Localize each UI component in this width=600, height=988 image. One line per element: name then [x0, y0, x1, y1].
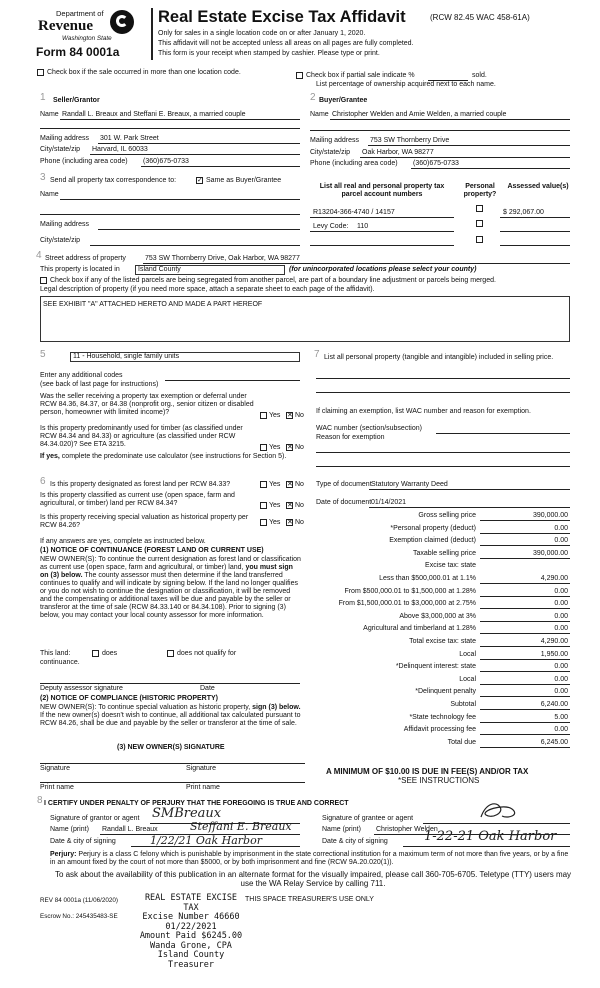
- tax-row-value[interactable]: 6,240.00: [540, 701, 568, 708]
- tax-row-line: [480, 596, 570, 597]
- street-label: Street address of property: [45, 255, 126, 262]
- tax-row-line: [480, 608, 570, 609]
- continuance-label: continuance.: [40, 659, 80, 666]
- does-label: does: [102, 650, 118, 657]
- reason-line-1: [316, 452, 570, 453]
- doc-date[interactable]: 01/14/2021: [371, 499, 407, 506]
- tax-row-line: [480, 696, 570, 697]
- tax-row-line: [480, 646, 570, 647]
- seller-mailing-line: [98, 143, 300, 144]
- reason-label: Reason for exemption: [316, 434, 385, 441]
- tax-row-line: [480, 709, 570, 710]
- section-5-number: 5: [40, 349, 46, 360]
- partial-sale-checkbox[interactable]: [296, 72, 303, 79]
- q1-yes-label: Yes: [269, 412, 281, 419]
- send-tax-city-label: City/state/zip: [40, 237, 81, 244]
- send-tax-mailing-line: [98, 229, 300, 230]
- grantor-name-label: Name (print): [50, 826, 89, 833]
- if-yes-bold: If yes,: [40, 453, 60, 460]
- header-note3: This form is your receipt when stamped by cashier. Please type or print.: [158, 50, 380, 57]
- tax-row-value[interactable]: 0.00: [554, 726, 568, 734]
- seller-name-label: Name: [40, 111, 59, 118]
- tax-row-line: [480, 621, 570, 622]
- seller-mailing[interactable]: 301 W. Park Street: [100, 135, 159, 142]
- dept-line1: Department of: [56, 9, 104, 18]
- parcel-1-line: [310, 217, 454, 218]
- notice1-body: [40, 556, 302, 620]
- tax-row-line: [480, 684, 570, 685]
- tax-row-value[interactable]: 0.00: [554, 600, 568, 608]
- tax-row-label: Affidavit processing fee: [403, 726, 476, 734]
- notice2-body: [40, 704, 302, 728]
- tax-row-label: Gross selling price: [418, 512, 476, 519]
- seller-heading: Seller/Grantor: [53, 97, 100, 104]
- s6q1-no-label: No: [295, 481, 304, 488]
- q2-yes-label: Yes: [269, 444, 281, 451]
- buyer-name-line: [330, 119, 570, 120]
- deputy-line: [40, 683, 300, 684]
- certify-statement: I CERTIFY UNDER PENALTY OF PERJURY THAT THE FOREGOING IS TRUE AND CORRECT: [44, 800, 349, 807]
- doc-date-line: [369, 507, 570, 508]
- parcel-3-line: [310, 245, 454, 246]
- legal-description-box[interactable]: [40, 296, 570, 342]
- tax-row-value[interactable]: 1,950.00: [540, 650, 568, 658]
- seller-name-line: [60, 119, 300, 120]
- street-line: [143, 263, 570, 264]
- q1-no-checkbox[interactable]: ✕: [287, 412, 293, 419]
- parcel-1-value[interactable]: $ 292,067.00: [503, 209, 544, 216]
- buyer-mailing-line: [368, 145, 570, 146]
- parcel-col3-header: Assessed value(s): [507, 183, 569, 190]
- deputy-date-label: Date: [200, 685, 215, 692]
- buyer-city[interactable]: Oak Harbor, WA 98277: [362, 149, 434, 156]
- does-not-checkbox[interactable]: [167, 650, 174, 657]
- exemption-question: Was the seller receiving a property tax exemption or deferral under RCW 84.36, 84.37, or 84.38 (nonprofit org., senior citizen or disabled person, homeowner with limited income)?: [40, 393, 254, 416]
- levy-code-label: Levy Code:: [313, 223, 349, 230]
- grantor-signature: SMBreaux: [152, 806, 222, 821]
- seller-city-line: [90, 154, 300, 155]
- current-use-question: Is this property classified as current use (open space, farm and agricultural, or timber) land per RCW 84.34?: [40, 492, 235, 507]
- grantee-name[interactable]: Christopher Welden: [376, 826, 438, 833]
- tax-row-label: Total due: [447, 738, 476, 746]
- q1-no-label: No: [295, 412, 304, 419]
- form-rcw: (RCW 82.45 WAC 458-61A): [430, 13, 530, 22]
- section-6-number: 6: [40, 476, 46, 487]
- timber-question: Is this property predominantly used for timber (as classified under RCW 84.34 and 84.33) or agriculture (as classified under RCW 84.34.020)? See ETA 3215.: [40, 425, 243, 448]
- grantee-sig-label: Signature of grantee or agent: [322, 815, 414, 822]
- grantee-date-line: [403, 846, 570, 847]
- stamp-line6: Island County Treasurer: [157, 950, 225, 970]
- minimum-see: *SEE INSTRUCTIONS: [398, 776, 480, 785]
- tax-row-label: Taxable selling price: [412, 549, 476, 557]
- tax-row-value[interactable]: 390,000.00: [532, 512, 568, 519]
- parcel-1[interactable]: R13204-366-4740 / 14157: [313, 209, 395, 216]
- stamp-line3: 01/22/2021: [165, 921, 217, 932]
- buyer-phone[interactable]: (360)675-0733: [413, 160, 459, 167]
- partial-sale-label: Check box if partial sale indicate %: [306, 72, 415, 79]
- grantor-date-label: Date & city of signing: [50, 838, 116, 845]
- wac-line: [436, 433, 570, 434]
- buyer-city-label: City/state/zip: [310, 149, 351, 156]
- if-yes-note: [40, 453, 290, 461]
- s6q2-no-label: No: [295, 502, 304, 509]
- tax-row-value[interactable]: 5.00: [554, 713, 568, 721]
- personal-line-2: [316, 392, 570, 393]
- tax-row-label: Total excise tax: state: [409, 638, 476, 645]
- notice1-a: NEW OWNER(S): To continue the current designation as forest land or classification as current use (open space, farm and agricultural, or timber) land,: [40, 556, 301, 571]
- parcel-2-value-line: [500, 231, 570, 232]
- s6q3-no-checkbox[interactable]: ✕: [287, 519, 293, 526]
- header-note2: This affidavit will not be accepted unless all areas on all pages are fully completed.: [158, 40, 414, 47]
- deputy-label: Deputy assessor signature: [40, 685, 123, 692]
- seller-name[interactable]: Randall L. Breaux and Steffani E. Breaux, a married couple: [62, 111, 246, 118]
- tax-row-label: Above $3,000,000 at 3%: [399, 612, 476, 620]
- q2-no-label: No: [295, 444, 304, 451]
- tax-row-value[interactable]: 0.00: [554, 688, 568, 696]
- s6q3-yes-label: Yes: [269, 519, 281, 526]
- alt-format-note: To ask about the availability of this publication in an alternate format for the visually impaired, please call 360-705-6705. Teletype (TTY) users may use the WA Relay Service by calling 711.: [54, 870, 572, 888]
- tax-row-line: [480, 659, 570, 660]
- tax-row-value[interactable]: 6,245.00: [540, 738, 568, 746]
- tax-row-label: Subtotal: [450, 701, 476, 708]
- doc-type-line: [369, 489, 570, 490]
- owner-print-label-1: Print name: [40, 784, 74, 791]
- q2-yes-checkbox[interactable]: [260, 444, 267, 451]
- buyer-name[interactable]: Christopher Welden and Amie Welden, a married couple: [332, 111, 507, 118]
- send-tax-extra-line: [40, 214, 300, 215]
- stamp-line4: Amount Paid $6245.00: [139, 931, 243, 941]
- stamp-line2: Excise Number 46660: [142, 912, 240, 922]
- tax-row-label: *Delinquent interest: state: [395, 663, 476, 671]
- grantee-sig-line: [423, 823, 570, 824]
- tax-row-label: *State technology fee: [409, 713, 476, 721]
- section-1-number: 1: [40, 92, 46, 103]
- parcel-col1-header: List all real and personal property tax parcel account numbers: [319, 183, 445, 198]
- seller-phone[interactable]: (360)675-0733: [143, 158, 189, 165]
- same-as-buyer-label: Same as Buyer/Grantee: [206, 177, 282, 184]
- legal-label: Legal description of property (if you need more space, attach a separate sheet to each page of the affidavit).: [40, 286, 375, 293]
- grantor-name[interactable]: Randall L. Breaux: [102, 826, 158, 833]
- multi-location-checkbox[interactable]: [37, 69, 44, 76]
- tax-row-value[interactable]: 0.00: [554, 663, 568, 671]
- levy-code[interactable]: 110: [357, 223, 369, 230]
- buyer-phone-label: Phone (including area code): [310, 160, 398, 167]
- use-code-select[interactable]: 11 - Household, single family units: [70, 352, 300, 362]
- if-yes-text: complete the predominate use calculator (see instructions for Section 5).: [59, 453, 287, 460]
- escrow-number: Escrow No.: 245435483-SE: [40, 913, 118, 920]
- notice3-title: (3) NEW OWNER(S) SIGNATURE: [117, 744, 225, 751]
- perjury-bold: Perjury:: [50, 851, 77, 858]
- notice1-b: you must sign on (3) below.: [40, 564, 293, 579]
- header-note1: Only for sales in a single location code on or after January 1, 2020.: [158, 30, 366, 37]
- doc-type[interactable]: Statutory Warranty Deed: [371, 481, 448, 488]
- tax-row-value[interactable]: 0.00: [554, 524, 568, 532]
- segregated-label: Check box if any of the listed parcels are being segregated from another parcel, are part of a boundary line adjustment or parcels being merged.: [50, 277, 496, 284]
- parcel-1-personal-checkbox[interactable]: [476, 205, 483, 212]
- tax-row-value[interactable]: 0.00: [554, 675, 568, 683]
- minimum-due: A MINIMUM OF $10.00 IS DUE IN FEE(S) AND/OR TAX: [326, 767, 529, 776]
- send-tax-label: Send all property tax correspondence to:: [50, 177, 177, 184]
- tax-row-line: [480, 520, 570, 521]
- tax-row-label: Less than $500,000.01 at 1.1%: [379, 575, 476, 582]
- s6q2-yes-checkbox[interactable]: [260, 502, 267, 509]
- buyer-mailing[interactable]: 753 SW Thornberry Drive: [370, 137, 450, 144]
- tax-row-line: [480, 533, 570, 534]
- owner-sig-label-1: Signature: [40, 765, 70, 772]
- treasurer-stamp: [136, 894, 246, 970]
- dept-line2: Revenue: [38, 18, 93, 34]
- s6q1-no-checkbox[interactable]: ✕: [287, 481, 293, 488]
- tax-row-value[interactable]: 0.00: [554, 625, 568, 633]
- personal-property-label: List all personal property (tangible and intangible) included in selling price.: [324, 354, 554, 361]
- tax-row-value[interactable]: 0.00: [554, 537, 568, 545]
- parcel-3-value-line: [500, 245, 570, 246]
- tax-row-label: From $500,000.01 to $1,500,000 at 1.28%: [344, 587, 476, 595]
- section-3-number: 3: [40, 172, 46, 183]
- dor-swirl-icon: [110, 10, 134, 34]
- forest-question: Is this property designated as forest land per RCW 84.33?: [50, 481, 231, 488]
- street-value[interactable]: 753 SW Thornberry Drive, Oak Harbor, WA 98277: [145, 255, 300, 262]
- notice1-c: The county assessor must then determine if the land transferred continues to qualify and will indicate by signing below. If the land no longer qualifies or you do not wish to continue the designation or classification, it will be removed and the compensating or additional taxes will be due and payable by the seller or transferor at the time of sale (RCW 84.33.140 or 84.34.108). Prior to signing (3) below, you may contact your local county assessor for more information.: [40, 572, 298, 619]
- q2-no-checkbox[interactable]: ✕: [287, 444, 293, 451]
- exemption-label: If claiming an exemption, list WAC number and reason for exemption.: [316, 408, 531, 415]
- rev-number: REV 84 0001a (11/06/2020): [40, 897, 118, 904]
- tax-row-line: [480, 734, 570, 735]
- tax-row-value[interactable]: 0.00: [554, 612, 568, 620]
- buyer-heading: Buyer/Grantee: [319, 97, 368, 104]
- tax-row-label: *Delinquent penalty: [415, 688, 476, 696]
- s6q1-yes-checkbox[interactable]: [260, 481, 267, 488]
- stamp-line5: Wanda Grone, CPA: [150, 940, 232, 951]
- codes-line: [165, 380, 300, 381]
- buyer-name-label: Name: [310, 111, 329, 118]
- tax-row-line: [480, 633, 570, 634]
- located-label: This property is located in: [40, 266, 120, 273]
- grantee-name-label: Name (print): [322, 826, 361, 833]
- send-tax-mailing-label: Mailing address: [40, 221, 90, 228]
- seller-phone-line: [141, 166, 300, 167]
- levy-line: [310, 231, 454, 232]
- send-tax-name-label: Name: [40, 191, 59, 198]
- buyer-phone-line: [411, 168, 570, 169]
- tax-row-line: [480, 545, 570, 546]
- reason-line-2: [316, 466, 570, 467]
- dor-logo: [36, 8, 148, 59]
- send-tax-name-line: [60, 199, 300, 200]
- any-answers-note: If any answers are yes, complete as instructed below.: [40, 538, 206, 545]
- codes-note: (see back of last page for instructions): [40, 381, 159, 388]
- seller-city[interactable]: Harvard, IL 60033: [92, 146, 148, 153]
- seller-extra-line: [40, 128, 300, 129]
- s6q2-yes-label: Yes: [269, 502, 281, 509]
- notice2-title: (2) NOTICE OF COMPLIANCE (HISTORIC PROPERTY): [40, 695, 218, 702]
- treasurer-use-label: THIS SPACE TREASURER'S USE ONLY: [245, 896, 374, 903]
- tax-row-line: [480, 747, 570, 748]
- section-7-number: 7: [314, 349, 320, 360]
- grantee-signature-scribble: [478, 799, 518, 821]
- parcel-3-personal-checkbox[interactable]: [476, 236, 483, 243]
- owner-sig-line: [40, 763, 305, 764]
- tax-row-line: [480, 671, 570, 672]
- tax-row-line: [480, 722, 570, 723]
- this-land-label: This land:: [40, 650, 71, 657]
- doc-type-label: Type of document: [316, 481, 372, 488]
- s6q2-no-checkbox[interactable]: ✕: [287, 502, 293, 509]
- grantor-date-written: 1/22/21 Oak Harbor: [150, 834, 262, 847]
- county-select[interactable]: Island County: [135, 265, 285, 275]
- tax-row-line: [480, 583, 570, 584]
- tax-row-value[interactable]: 4,290.00: [540, 638, 568, 645]
- seller-mailing-label: Mailing address: [40, 135, 90, 142]
- grantee-date-label: Date & city of signing: [322, 838, 388, 845]
- section-4-number: 4: [36, 250, 42, 261]
- notice2-b: sign (3) below.: [250, 704, 301, 711]
- buyer-extra-line: [310, 130, 570, 131]
- segregated-checkbox[interactable]: [40, 277, 47, 284]
- notice1-title: (1) NOTICE OF CONTINUANCE (FOREST LAND OR CURRENT USE): [40, 547, 264, 554]
- multi-location-label: Check box if the sale occurred in more than one location code.: [47, 69, 241, 76]
- perjury-text: Perjury is a class C felony which is punishable by imprisonment in the state correctional institution for a maximum term of not more than five years, or by a fine in an amount fixed by the court of not more than $5000, or by both imprisonment and fine (RCW 9A.20.020(1)).: [50, 851, 569, 866]
- s6q3-yes-checkbox[interactable]: [260, 519, 267, 526]
- grantor-sig-label: Signature of grantor or agent: [50, 815, 140, 822]
- buyer-city-line: [360, 157, 570, 158]
- tax-row-value[interactable]: 0.00: [554, 587, 568, 595]
- s6q3-no-label: No: [295, 519, 304, 526]
- does-checkbox[interactable]: [92, 650, 99, 657]
- partial-sold-label: sold.: [472, 72, 487, 79]
- codes-label: Enter any additional codes: [40, 372, 123, 379]
- seller-phone-label: Phone (including area code): [40, 158, 128, 165]
- tax-row-label: Exemption claimed (deduct): [389, 537, 476, 545]
- parcel-1-value-line: [500, 217, 570, 218]
- parcel-col2-header: Personal property?: [463, 183, 497, 198]
- grantor-second-name: Steffani E. Breaux: [190, 820, 292, 833]
- seller-city-label: City/state/zip: [40, 146, 81, 153]
- tax-row-line: [480, 558, 570, 559]
- notice2-c: If the new owner(s) doesn't wish to continue, all additional tax calculated pursuant to RCW 84.26, shall be due and payable by the seller or transferor at the time of sale.: [40, 712, 301, 727]
- owner-sig-label-2: Signature: [186, 765, 216, 772]
- same-as-buyer-checkbox[interactable]: ✓: [197, 177, 203, 184]
- stamp-line1: REAL ESTATE EXCISE TAX: [144, 893, 238, 913]
- q1-yes-checkbox[interactable]: [260, 412, 267, 419]
- tax-row-label: Local: [459, 675, 476, 683]
- owner-print-line: [40, 782, 305, 783]
- parcel-2-personal-checkbox[interactable]: [476, 220, 483, 227]
- section-2-number: 2: [310, 92, 316, 103]
- tax-row-label: *Personal property (deduct): [390, 524, 476, 532]
- notice2-a: NEW OWNER(S): To continue special valuation as historic property,: [40, 704, 251, 711]
- s6q1-yes-label: Yes: [269, 481, 281, 488]
- form-title: Real Estate Excise Tax Affidavit: [158, 8, 406, 26]
- historic-question: Is this property receiving special valuation as historical property per RCW 84.26?: [40, 514, 249, 529]
- perjury-note: [50, 851, 575, 867]
- wac-label: WAC number (section/subsection): [316, 425, 422, 432]
- tax-row-value[interactable]: 390,000.00: [532, 549, 568, 557]
- does-not-label: does not qualify for: [177, 650, 237, 657]
- owner-print-label-2: Print name: [186, 784, 220, 791]
- dept-line3: Washington State: [62, 35, 112, 42]
- header-divider: [151, 8, 153, 60]
- section-8-number: 8: [37, 795, 43, 806]
- unincorporated-note: (for unincorporated locations please select your county): [289, 266, 477, 273]
- tax-row-value[interactable]: 4,290.00: [540, 575, 568, 582]
- tax-row-label: From $1,500,000.01 to $3,000,000 at 2.75%: [338, 600, 476, 608]
- grantee-date-written: 1-22-21 Oak Harbor: [424, 829, 557, 844]
- ownership-note: List percentage of ownership acquired next to each name.: [316, 81, 496, 88]
- tax-row-label: Excise tax: state: [425, 562, 476, 570]
- form-number: Form 84 0001a: [36, 45, 120, 59]
- buyer-mailing-label: Mailing address: [310, 137, 360, 144]
- personal-line-1: [316, 378, 570, 379]
- send-tax-city-line: [90, 245, 300, 246]
- tax-row-label: Agricultural and timberland at 1.28%: [363, 625, 476, 633]
- doc-date-label: Date of document: [316, 499, 372, 506]
- legal-description: SEE EXHIBIT "A" ATTACHED HERETO AND MADE A PART HEREOF: [43, 301, 263, 308]
- tax-row-label: Local: [459, 650, 476, 658]
